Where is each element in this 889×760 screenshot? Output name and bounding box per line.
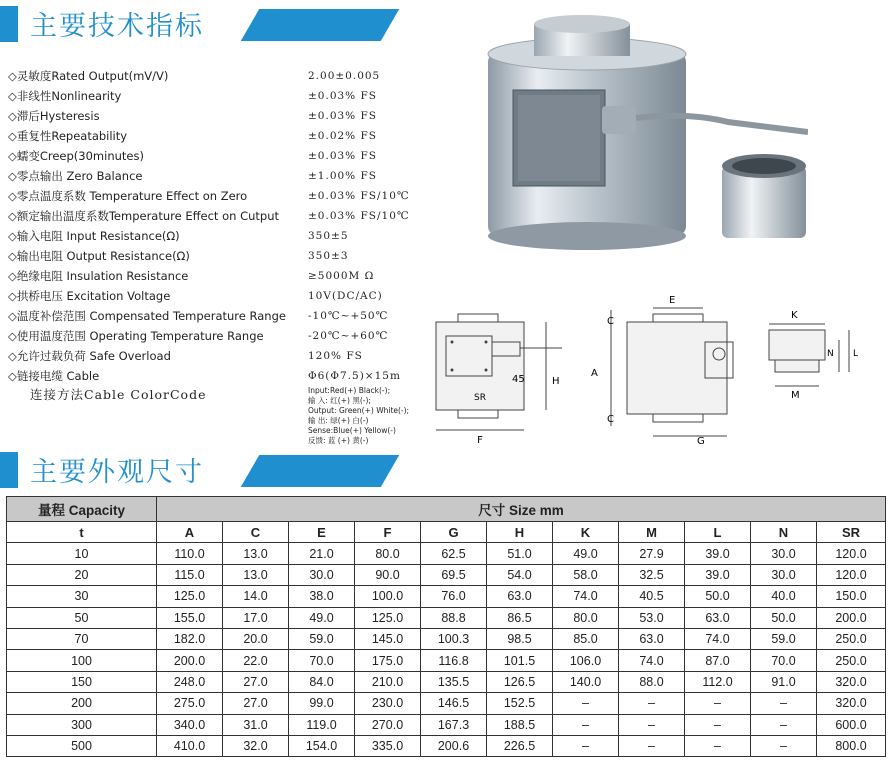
dimension-cell: 200.6 <box>421 735 487 756</box>
dimension-cell: 32.0 <box>223 735 289 756</box>
dimension-cell: 119.0 <box>289 714 355 735</box>
dimension-cell: 20.0 <box>223 628 289 649</box>
table-row <box>7 607 886 628</box>
spec-row <box>8 126 488 146</box>
dim-label-sr: SR <box>474 393 486 403</box>
column-header: C <box>223 522 289 543</box>
dimension-cell: 335.0 <box>355 735 421 756</box>
table-row <box>7 543 886 564</box>
dimension-cell: 250.0 <box>817 628 886 649</box>
dimension-cell: 54.0 <box>487 564 553 585</box>
spec-label: ◇温度补偿范围 Compensated Temperature Range <box>8 309 286 323</box>
table-row <box>7 714 886 735</box>
dimension-cell: 146.5 <box>421 693 487 714</box>
dimension-cell: – <box>751 714 817 735</box>
spec-value: 120% FS <box>308 350 363 362</box>
dimension-cell: 91.0 <box>751 671 817 692</box>
capacity-header: 量程 Capacity <box>7 497 157 522</box>
dimension-cell: 80.0 <box>553 607 619 628</box>
dim-label-a: A <box>591 368 598 379</box>
dimension-cell: 110.0 <box>157 543 223 564</box>
dimension-cell: 88.8 <box>421 607 487 628</box>
side-view-drawing <box>428 300 578 450</box>
spec-row <box>8 246 488 266</box>
dimension-cell: 275.0 <box>157 693 223 714</box>
dimension-cell: 87.0 <box>685 650 751 671</box>
dim-label-h: H <box>552 376 560 387</box>
dimension-cell: – <box>751 735 817 756</box>
spec-value: ±1.00% FS <box>308 170 377 182</box>
dimension-cell: 167.3 <box>421 714 487 735</box>
dimension-cell: 27.0 <box>223 693 289 714</box>
spec-label: ◇链接电缆 Cable <box>8 369 100 383</box>
dim-label-m: M <box>791 390 800 401</box>
spec-row <box>8 286 488 306</box>
dimension-cell: 155.0 <box>157 607 223 628</box>
cable-color-code-label: 连接方法Cable ColorCode <box>30 387 207 402</box>
section-header-specs <box>0 6 430 42</box>
dimension-cell: 152.5 <box>487 693 553 714</box>
header-slant-decoration <box>241 455 399 487</box>
dimension-cell: 50.0 <box>751 607 817 628</box>
wiring-line: Input:Red(+) Black(-); <box>308 386 391 395</box>
dimension-cell: 85.0 <box>553 628 619 649</box>
spec-row <box>8 206 488 226</box>
dimension-cell: 53.0 <box>619 607 685 628</box>
section-header-dimensions <box>0 452 430 488</box>
spec-value: 350±3 <box>308 250 349 262</box>
dimension-cell: – <box>685 693 751 714</box>
header-slant-decoration <box>241 9 399 41</box>
cup-drawing <box>755 306 865 406</box>
dimension-cell: 63.0 <box>619 628 685 649</box>
column-header: K <box>553 522 619 543</box>
column-header: N <box>751 522 817 543</box>
capacity-cell: 150 <box>7 671 157 692</box>
dimension-cell: 74.0 <box>685 628 751 649</box>
spec-row <box>8 266 488 286</box>
dim-label-l: L <box>853 349 859 359</box>
dimension-cell: 120.0 <box>817 543 886 564</box>
dimension-cell: 40.5 <box>619 586 685 607</box>
spec-value: ±0.03% FS <box>308 110 377 122</box>
dimension-cell: 39.0 <box>685 564 751 585</box>
dimension-cell: 188.5 <box>487 714 553 735</box>
spec-label: ◇使用温度范围 Operating Temperature Range <box>8 329 264 343</box>
column-header: H <box>487 522 553 543</box>
dim-label-n: N <box>827 349 834 359</box>
dimension-cell: 200.0 <box>817 607 886 628</box>
dim-label-f: F <box>477 435 483 446</box>
spec-value: -20℃~+60℃ <box>308 330 389 342</box>
spec-value: ±0.03% FS/10℃ <box>308 190 410 202</box>
spec-row <box>8 166 488 186</box>
dimension-cell: 59.0 <box>289 628 355 649</box>
dimension-cell: 74.0 <box>553 586 619 607</box>
capacity-cell: 10 <box>7 543 157 564</box>
product-photo <box>478 14 808 254</box>
capacity-cell: 30 <box>7 586 157 607</box>
dimension-cell: 800.0 <box>817 735 886 756</box>
dimension-cell: 106.0 <box>553 650 619 671</box>
dimension-cell: 248.0 <box>157 671 223 692</box>
spec-label: ◇蠕变Creep(30minutes) <box>8 149 144 163</box>
dimension-cell: 27.9 <box>619 543 685 564</box>
dimension-cell: 100.3 <box>421 628 487 649</box>
spec-label: ◇灵敏度Rated Output(mV/V) <box>8 69 169 83</box>
wiring-legend <box>308 386 409 446</box>
spec-value: 10V(DC/AC) <box>308 290 383 302</box>
spec-label: ◇额定输出温度系数Temperature Effect on Cutput <box>8 209 280 223</box>
dimension-cell: 120.0 <box>817 564 886 585</box>
dimension-cell: 70.0 <box>751 650 817 671</box>
spec-list <box>8 66 488 386</box>
dimension-cell: – <box>685 714 751 735</box>
dimension-cell: 14.0 <box>223 586 289 607</box>
spec-label: ◇零点输出 Zero Balance <box>8 169 143 183</box>
dimension-cell: 39.0 <box>685 543 751 564</box>
dimension-cell: 100.0 <box>355 586 421 607</box>
dimension-cell: 38.0 <box>289 586 355 607</box>
dimension-cell: 600.0 <box>817 714 886 735</box>
dimension-cell: 22.0 <box>223 650 289 671</box>
spec-label: ◇绝缘电阻 Insulation Resistance <box>8 269 189 283</box>
dimension-cell: – <box>619 693 685 714</box>
wiring-line: Sense:Blue(+) Yellow(-) <box>308 426 396 435</box>
dimension-cell: 62.5 <box>421 543 487 564</box>
dimension-cell: 270.0 <box>355 714 421 735</box>
dimension-cell: – <box>619 714 685 735</box>
dimension-cell: 140.0 <box>553 671 619 692</box>
dimension-table <box>6 496 886 757</box>
front-view-drawing <box>585 290 735 450</box>
capacity-cell: 50 <box>7 607 157 628</box>
spec-value: Φ6(Φ7.5)×15m <box>308 370 401 382</box>
table-row <box>7 564 886 585</box>
spec-value: ±0.03% FS/10℃ <box>308 210 410 222</box>
wiring-line: 输 入: 红(+) 黑(-); <box>308 396 371 405</box>
spec-label: ◇零点温度系数 Temperature Effect on Zero <box>8 189 248 203</box>
dimension-cell: 99.0 <box>289 693 355 714</box>
column-header: F <box>355 522 421 543</box>
table-row <box>7 628 886 649</box>
dimension-cell: 98.5 <box>487 628 553 649</box>
section-title-dimensions: 主要外观尺寸 <box>30 457 204 488</box>
header-accent-bar <box>0 452 18 488</box>
table-row <box>7 650 886 671</box>
dimension-cell: 59.0 <box>751 628 817 649</box>
dimension-cell: 30.0 <box>751 543 817 564</box>
dimension-cell: 86.5 <box>487 607 553 628</box>
spec-label: ◇输出电阻 Output Resistance(Ω) <box>8 249 190 263</box>
dimension-cell: 112.0 <box>685 671 751 692</box>
dimension-cell: 58.0 <box>553 564 619 585</box>
dimension-cell: 17.0 <box>223 607 289 628</box>
dimension-cell: 410.0 <box>157 735 223 756</box>
capacity-cell: 20 <box>7 564 157 585</box>
spec-label: ◇非线性Nonlinearity <box>8 89 122 103</box>
dimension-cell: 340.0 <box>157 714 223 735</box>
spec-value: ±0.03% FS <box>308 90 377 102</box>
dimension-cell: 150.0 <box>817 586 886 607</box>
column-header-row <box>7 522 886 543</box>
spec-row <box>8 226 488 246</box>
dimension-cell: 116.8 <box>421 650 487 671</box>
wiring-line: 输 出: 绿(+) 白(-) <box>308 416 369 425</box>
header-accent-bar <box>0 6 18 42</box>
dimension-cell: 175.0 <box>355 650 421 671</box>
dimension-cell: 80.0 <box>355 543 421 564</box>
capacity-cell: 100 <box>7 650 157 671</box>
dimension-cell: – <box>553 714 619 735</box>
spec-row <box>8 346 488 366</box>
spec-value: -10℃~+50℃ <box>308 310 389 322</box>
table-row <box>7 735 886 756</box>
dimension-cell: 63.0 <box>685 607 751 628</box>
dimension-cell: 210.0 <box>355 671 421 692</box>
spec-value: ±0.03% FS <box>308 150 377 162</box>
dim-label-g: G <box>697 436 705 447</box>
dimension-cell: 51.0 <box>487 543 553 564</box>
spec-row <box>8 186 488 206</box>
spec-label: ◇允许过载负荷 Safe Overload <box>8 349 171 363</box>
column-header: A <box>157 522 223 543</box>
dimension-cell: 49.0 <box>289 607 355 628</box>
dimension-cell: 30.0 <box>289 564 355 585</box>
dimension-cell: 27.0 <box>223 671 289 692</box>
dimension-cell: 182.0 <box>157 628 223 649</box>
spec-label: ◇输入电阻 Input Resistance(Ω) <box>8 229 180 243</box>
spec-row <box>8 146 488 166</box>
dimension-cell: 200.0 <box>157 650 223 671</box>
column-header: E <box>289 522 355 543</box>
dimension-cell: – <box>751 693 817 714</box>
wiring-line: 反馈: 蓝 (+) 黄(-) <box>308 436 369 445</box>
dimension-cell: 30.0 <box>751 564 817 585</box>
dimension-cell: 135.5 <box>421 671 487 692</box>
dimension-cell: 90.0 <box>355 564 421 585</box>
dimension-cell: 125.0 <box>355 607 421 628</box>
spec-row <box>8 66 488 86</box>
spec-row <box>8 106 488 126</box>
dimension-cell: 76.0 <box>421 586 487 607</box>
dimension-cell: 250.0 <box>817 650 886 671</box>
size-header: 尺寸 Size mm <box>157 497 886 522</box>
column-header: G <box>421 522 487 543</box>
dimension-cell: 74.0 <box>619 650 685 671</box>
spec-value: 2.00±0.005 <box>308 70 381 82</box>
unit-header: t <box>7 522 157 543</box>
dimension-cell: 230.0 <box>355 693 421 714</box>
dimension-cell: – <box>553 693 619 714</box>
dim-label-k: K <box>791 310 798 321</box>
table-row <box>7 671 886 692</box>
dimension-cell: 40.0 <box>751 586 817 607</box>
spec-label: ◇重复性Repeatability <box>8 129 128 143</box>
column-header: L <box>685 522 751 543</box>
spec-row <box>8 366 488 386</box>
dimension-cell: 154.0 <box>289 735 355 756</box>
capacity-cell: 200 <box>7 693 157 714</box>
spec-row <box>8 326 488 346</box>
spec-value: 350±5 <box>308 230 349 242</box>
dimension-cell: 115.0 <box>157 564 223 585</box>
dim-label-e: E <box>669 295 676 306</box>
dimension-cell: – <box>619 735 685 756</box>
dimension-cell: 88.0 <box>619 671 685 692</box>
dim-label-45: 45 <box>512 374 525 385</box>
spec-label: ◇拱桥电压 Excitation Voltage <box>8 289 171 303</box>
dimension-cell: 101.5 <box>487 650 553 671</box>
dimension-cell: 320.0 <box>817 671 886 692</box>
spec-row <box>8 86 488 106</box>
spec-value: ±0.02% FS <box>308 130 377 142</box>
dimension-cell: 70.0 <box>289 650 355 671</box>
spec-value: ≥5000M Ω <box>308 270 375 282</box>
table-row <box>7 586 886 607</box>
column-header: SR <box>817 522 886 543</box>
dimension-cell: 226.5 <box>487 735 553 756</box>
dimension-cell: 49.0 <box>553 543 619 564</box>
dimension-cell: 13.0 <box>223 543 289 564</box>
dim-label-c-top: C <box>607 316 614 327</box>
dimension-cell: 63.0 <box>487 586 553 607</box>
dimension-cell: 31.0 <box>223 714 289 735</box>
dimension-cell: – <box>685 735 751 756</box>
capacity-cell: 300 <box>7 714 157 735</box>
dimension-cell: 84.0 <box>289 671 355 692</box>
dimension-cell: 69.5 <box>421 564 487 585</box>
column-header: M <box>619 522 685 543</box>
capacity-cell: 70 <box>7 628 157 649</box>
dimension-cell: 145.0 <box>355 628 421 649</box>
dimension-cell: 126.5 <box>487 671 553 692</box>
spec-label: ◇滞后Hysteresis <box>8 109 100 123</box>
section-title-specs: 主要技术指标 <box>30 11 204 42</box>
dimension-cell: 32.5 <box>619 564 685 585</box>
dimension-cell: 320.0 <box>817 693 886 714</box>
dimension-cell: 21.0 <box>289 543 355 564</box>
dimension-cell: 13.0 <box>223 564 289 585</box>
dim-label-c-bottom: C <box>607 414 614 425</box>
dimension-cell: 50.0 <box>685 586 751 607</box>
dimension-cell: – <box>553 735 619 756</box>
wiring-line: Output: Green(+) White(-); <box>308 406 410 415</box>
capacity-cell: 500 <box>7 735 157 756</box>
dimension-cell: 125.0 <box>157 586 223 607</box>
table-row <box>7 693 886 714</box>
spec-row <box>8 306 488 326</box>
